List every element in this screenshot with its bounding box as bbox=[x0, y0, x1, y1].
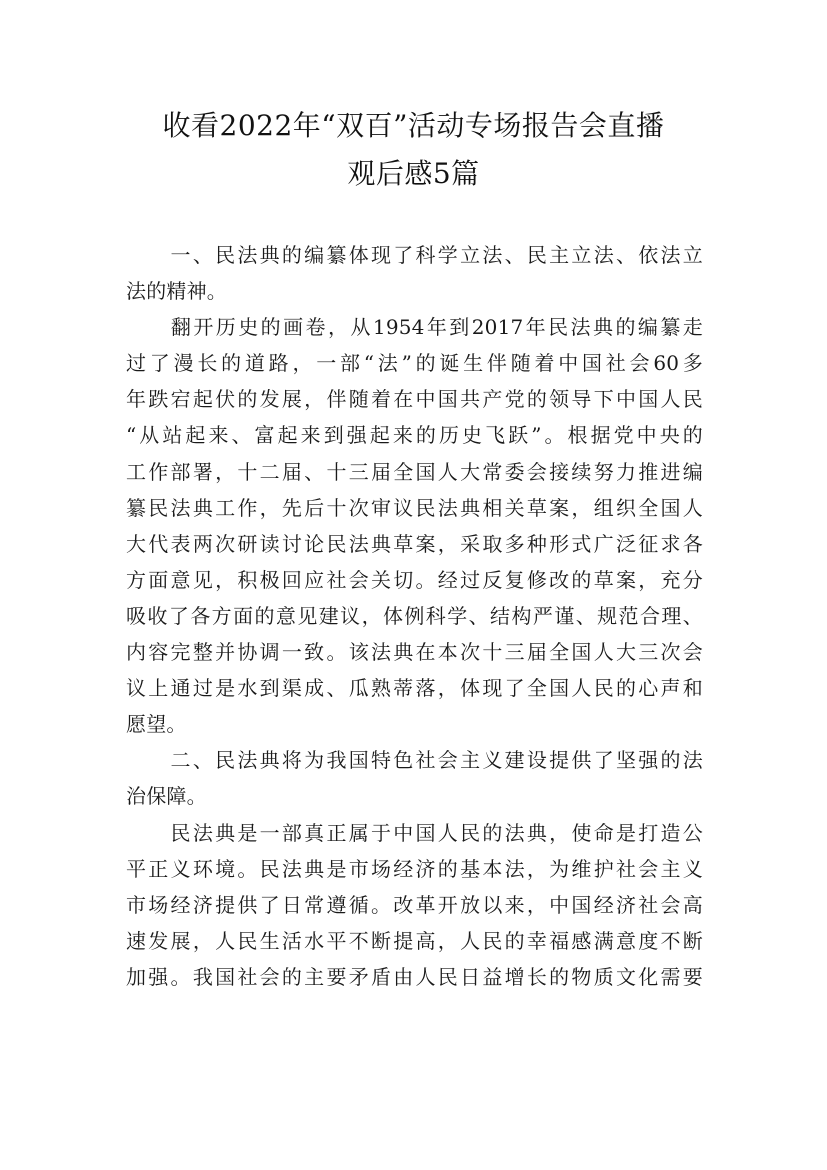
text-line: 法的精神。 bbox=[126, 279, 227, 304]
text-line: 纂民法典工作，先后十次审议民法典相关草案，组织全国人 bbox=[126, 495, 703, 520]
document-title bbox=[0, 102, 827, 198]
title-line-1: 收看2022年“双百”活动专场报告会直播 bbox=[162, 109, 665, 142]
text-line: 愿望。 bbox=[126, 712, 187, 737]
text-line: 二、民法典将为我国特色社会主义建设提供了坚强的法 bbox=[126, 748, 703, 773]
text-line: 市场经济提供了日常遵循。改革开放以来，中国经济社会高 bbox=[126, 892, 703, 917]
text-line: 平正义环境。民法典是市场经济的基本法，为维护社会主义 bbox=[126, 856, 703, 881]
text-line: 加强。我国社会的主要矛盾由人民日益增长的物质文化需要 bbox=[126, 964, 703, 989]
text-line: “从站起来、富起来到强起来的历史飞跃”。根据党中央的 bbox=[126, 423, 703, 448]
text-line: 方面意见，积极回应社会关切。经过反复修改的草案，充分 bbox=[126, 567, 703, 592]
text-line: 内容完整并协调一致。该法典在本次十三届全国人大三次会 bbox=[126, 640, 703, 665]
paragraph-1 bbox=[126, 237, 703, 309]
text-line: 年跌宕起伏的发展，伴随着在中国共产党的领导下中国人民 bbox=[126, 387, 703, 412]
text-line: 速发展，人民生活水平不断提高，人民的幸福感满意度不断 bbox=[126, 928, 703, 953]
text-line: 民法典是一部真正属于中国人民的法典，使命是打造公 bbox=[126, 820, 703, 845]
text-line: 过了漫长的道路，一部“法”的诞生伴随着中国社会60多 bbox=[126, 351, 703, 376]
title-line-2: 观后感5篇 bbox=[347, 157, 480, 190]
paragraph-2 bbox=[126, 309, 703, 742]
text-line: 议上通过是水到渠成、瓜熟蒂落，体现了全国人民的心声和 bbox=[126, 676, 703, 701]
paragraph-4 bbox=[126, 815, 703, 995]
text-line: 吸收了各方面的意见建议，体例科学、结构严谨、规范合理、 bbox=[126, 603, 703, 628]
text-line: 翻开历史的画卷，从1954年到2017年民法典的编纂走 bbox=[126, 315, 703, 340]
text-line: 治保障。 bbox=[126, 784, 207, 809]
text-line: 一、民法典的编纂体现了科学立法、民主立法、依法立 bbox=[126, 243, 703, 267]
text-line: 大代表两次研读讨论民法典草案，采取多种形式广泛征求各 bbox=[126, 531, 703, 556]
paragraph-3 bbox=[126, 742, 703, 814]
document-body bbox=[126, 237, 703, 995]
text-line: 工作部署，十二届、十三届全国人大常委会接续努力推进编 bbox=[126, 459, 703, 484]
